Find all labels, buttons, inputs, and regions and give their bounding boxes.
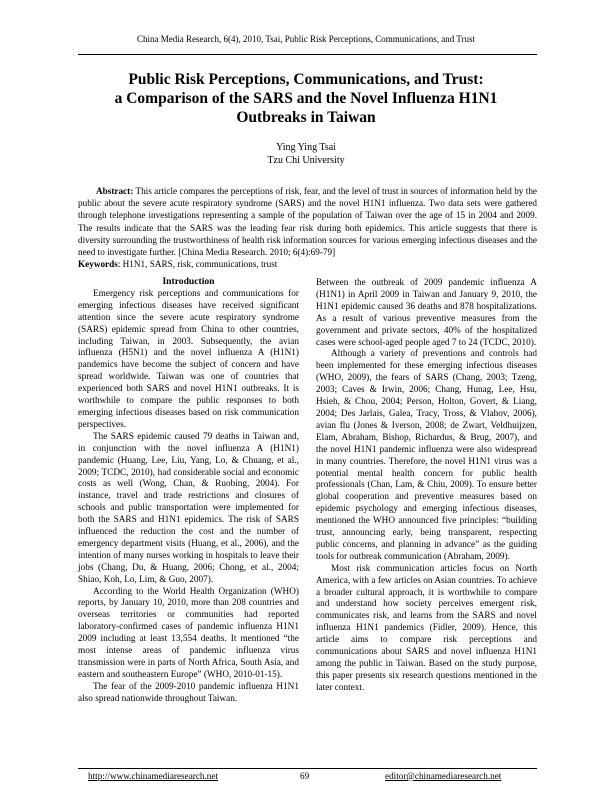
author-block — [0, 141, 612, 167]
author-name: Ying Ying Tsai — [276, 142, 336, 153]
left-column — [78, 276, 299, 706]
abstract-text: This article compares the perceptions of risk, fear, and the level of trust in sources of information held by the public about the severe acute respiratory syndrome (SARS) and the novel H1N1 influenza. Two data sets were gathered through telephone investigations representing a sample of the population of Taiwan over the age of 15 in 2004 and 2009. The results indicate that the SARS was the leading fear risk during both epidemics. This article suggests that there is diversity surrounding the trustworthiness of health risk information sources for various emerging infectious diseases and the need to investigate further. [China Media Research. 2010; 6(4):69-79] — [78, 186, 537, 258]
section-heading-introduction: Introduction — [162, 276, 215, 287]
page-number: 69 — [300, 771, 310, 781]
footer-email-link[interactable]: editor@chinamediaresearch.net — [385, 771, 502, 781]
keywords-text: : H1N1, SARS, risk, communications, trust — [117, 259, 278, 269]
paragraph: Emergency risk perceptions and communications for emerging infectious diseases have received significant attention since the severe acute respiratory syndrome (SARS) epidemic spread from China to other countries, including Taiwan, in 2003. Subsequently, the avian influenza (H5N1) and the novel influenza A (H1N1) pandemics have become the subject of concern and have spread worldwide. Taiwan was one of countries that experienced both SARS and novel H1N1 outbreaks. It is worthwhile to compare the public responses to both emerging infectious diseases based on risk communication perspectives. — [78, 288, 299, 430]
right-column — [316, 278, 537, 695]
paragraph: Between the outbreak of 2009 pandemic influenza A (H1N1) in April 2009 in Taiwan and January 9, 2010, the H1N1 epidemic caused 36 deaths and 878 hospitalizations. As a result of various preventive measures from the government and private sectors, 40% of the hospitalized cases were school-aged people aged 7 to 24 (TCDC, 2010). — [316, 278, 537, 348]
paragraph: Although a variety of preventions and controls had been implemented for these emerging infectious diseases (WHO, 2009), the fears of SARS (Chang, 2003; Tzeng, 2003; Caves & Irwin, 2006; Chang, Hunag, Lee, Hsu, Hsieh, & Chou, 2004; Person, Holton, Govert, & Liang, 2004; Des Jarlais, Galea, Tracy, Tross, & Vlahov, 2006), avian flu (Jones & Iverson, 2008; de Zwart, Veldhuijzen, Elam, Abraham, Bishop, Richardus, & Brug, 2007), and the novel H1N1 pandemic influenza were also widespread in many countries. Therefore, the novel H1N1 virus was a potential mental health concern for public health professionals (Chan, Lam, & Chiu, 2009). To ensure better global cooperation and preventive measures based on epidemic psychology and emerging infectious diseases, mentioned the WHO announced five principles: “building trust, announcing early, being transparent, respecting public concerns, and planning in advance” as the guiding tools for outbreak communication (Abraham, 2009). — [316, 349, 537, 562]
keywords-label: Keywords — [78, 259, 118, 269]
header-divider — [78, 54, 537, 55]
footer-website-link[interactable]: http://www.chinamediaresearch.net — [88, 771, 219, 781]
title-line-1: Public Risk Perceptions, Communications, and Trust: — [128, 71, 484, 88]
author-affiliation: Tzu Chi University — [267, 155, 345, 166]
paragraph: According to the World Health Organization (WHO) reports, by January 10, 2010, more than 208 countries and overseas territories or communities had reported laboratory-confirmed cases of pandemic influenza H1N1 2009 including at least 13,554 deaths. It mentioned “the most intense areas of pandemic influenza virus transmission were in parts of North Africa, South Asia, and eastern and southeastern Europe” (WHO, 2010-01-15). — [78, 586, 299, 680]
abstract — [78, 185, 537, 258]
paragraph: Most risk communication articles focus on North America, with a few articles on Asian countries. To achieve a broader cultural approach, it is worthwhile to compare and understand how society perceives emergent risk, communicates risk, and learns from the SARS and novel influenza H1N1 pandemics (Fidler, 2009). Hence, this article aims to compare risk perceptions and communications about SARS and novel influenza H1N1 among the public in Taiwan. Based on the study purpose, this paper presents six research questions mentioned in the later context. — [316, 563, 537, 693]
running-head: China Media Research, 6(4), 2010, Tsai, Public Risk Perceptions, Communications, and Trust — [137, 34, 475, 44]
footer-divider — [78, 768, 537, 769]
paragraph: The SARS epidemic caused 79 deaths in Taiwan and, in conjunction with the novel influenza A (H1N1) pandemic (Huang, Lee, Liu, Yang, Lo, & Chuang, et al., 2009; TCDC, 2010), had considerable social and economic costs as well (Wong, Chan, & Ruobing, 2004). For instance, travel and trade restrictions and closures of schools and public transportation were implemented for both the SARS and H1N1 epidemics. The risk of SARS influenced the reduction the cost and the number of emergency department visits (Huang, et al., 2006), and the intention of many nurses working in hospitals to leave their jobs (Chang, Du, & Huang, 2006; Chong, et al., 2004; Shiao, Koh, Lo, Lim, & Guo, 2007). — [78, 431, 299, 585]
title-line-3: Outbreaks in Taiwan — [236, 109, 376, 126]
title-line-2: a Comparison of the SARS and the Novel Influenza H1N1 — [114, 90, 498, 107]
article-title — [70, 70, 542, 127]
abstract-label: Abstract: — [96, 186, 134, 196]
paragraph: The fear of the 2009-2010 pandemic influenza H1N1 also spread nationwide throughout Taiwan. — [78, 681, 299, 704]
keywords — [78, 259, 537, 269]
